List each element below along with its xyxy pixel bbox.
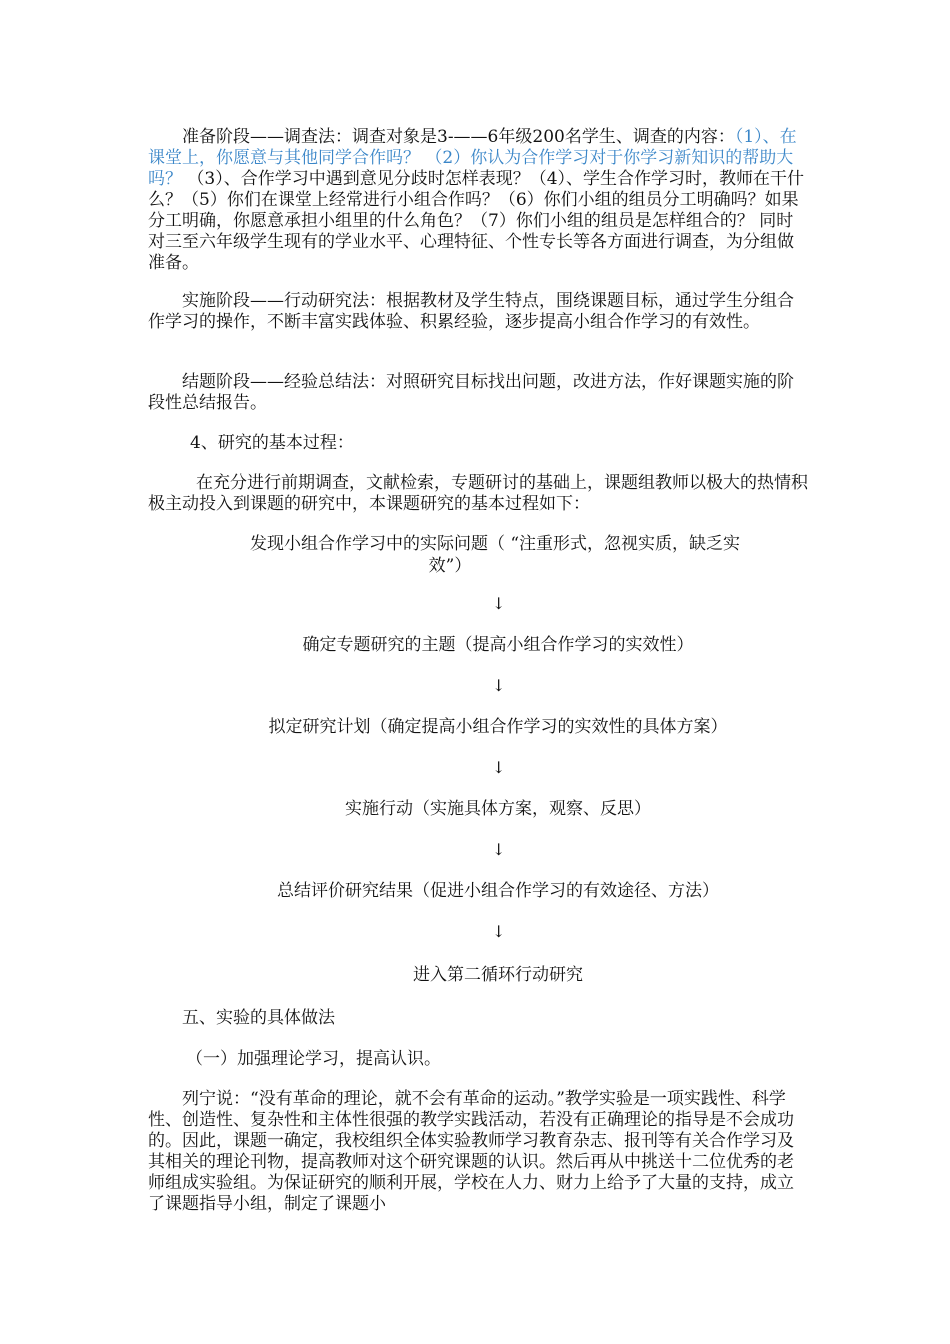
process-intro-paragraph: 在充分进行前期调查，文献检索，专题研讨的基础上，课题组教师以极大的热情积极主动投入到课题的研究中，本课题研究的基本过程如下： (148, 473, 808, 514)
flow-arrow-1: ↓ (492, 594, 506, 613)
flow-step-3: 拟定研究计划（确定提高小组合作学习的实效性的具体方案） (268, 717, 728, 737)
flow-step-6: 进入第二循环行动研究 (413, 965, 583, 985)
survey-question-2: （2）你认为合作学习对于你学习新知识的帮助大吗？ (148, 148, 794, 189)
survey-questions-rest: （3）、合作学习中遇到意见分歧时怎样表现？（4）、学生合作学习时，教师在干什么？（5）你们在课堂上经常进行小组合作吗？（6）你们小组的组员分工明确吗？如果分工明确，你愿意承担小组里的什么角色？（7）你们小组的组员是怎样组合的？ 同时对三至六年级学生现有的学业水平、心理特征、个性专长等各方面进行调查，为分组做准备。 (148, 169, 805, 273)
conclusion-stage-paragraph: 结题阶段——经验总结法：对照研究目标找出问题，改进方法，作好课题实施的阶段性总结报告。 (148, 372, 794, 413)
flow-arrow-3: ↓ (492, 758, 506, 777)
flow-step-4: 实施行动（实施具体方案，观察、反思） (345, 799, 651, 819)
flow-step-5: 总结评价研究结果（促进小组合作学习的有效途径、方法） (277, 881, 719, 901)
flow-step-1-line-1: 发现小组合作学习中的实际问题（ “注重形式，忽视实质，缺乏实 (249, 534, 741, 554)
lenin-paragraph: 列宁说：“没有革命的理论，就不会有革命的运动。”教学实验是一项实践性、科学性、创造性、复杂性和主体性很强的教学实践活动，若没有正确理论的指导是不会成功的。因此，课题一确定，我校组织全体实验教师学习教育杂志、报刊等有关合作学习及其相关的理论刊物，提高教师对这个研究课题的认识。然后再从中挑送十二位优秀的老师组成实验组。为保证研究的顺利开展，学校在人力、财力上给予了大量的支持，成立了课题指导小组，制定了课题小 (148, 1089, 794, 1214)
section-5-heading: 五、实验的具体做法 (182, 1008, 335, 1028)
flow-step-1 (140, 533, 850, 577)
survey-question-1: （1）、在课堂上，你愿意与其他同学合作吗？ (148, 127, 797, 168)
flow-arrow-2: ↓ (492, 676, 506, 695)
process-heading: 4、研究的基本过程： (190, 433, 354, 453)
subsection-1-heading: （一）加强理论学习，提高认识。 (186, 1049, 441, 1069)
impl-stage-paragraph: 实施阶段——行动研究法：根据教材及学生特点，围绕课题目标，通过学生分组合作学习的操作，不断丰富实践体验、积累经验，逐步提高小组合作学习的有效性。 (148, 291, 794, 332)
flow-arrow-4: ↓ (492, 840, 506, 859)
prep-stage-paragraph (148, 127, 810, 274)
flow-step-1-line-2: 效”） (428, 556, 472, 576)
prep-stage-intro: 准备阶段——调查法：调查对象是3-——6年级200名学生、调查的内容： (182, 127, 735, 147)
flow-step-2: 确定专题研究的主题（提高小组合作学习的实效性） (302, 635, 694, 655)
flow-arrow-5: ↓ (492, 922, 506, 941)
